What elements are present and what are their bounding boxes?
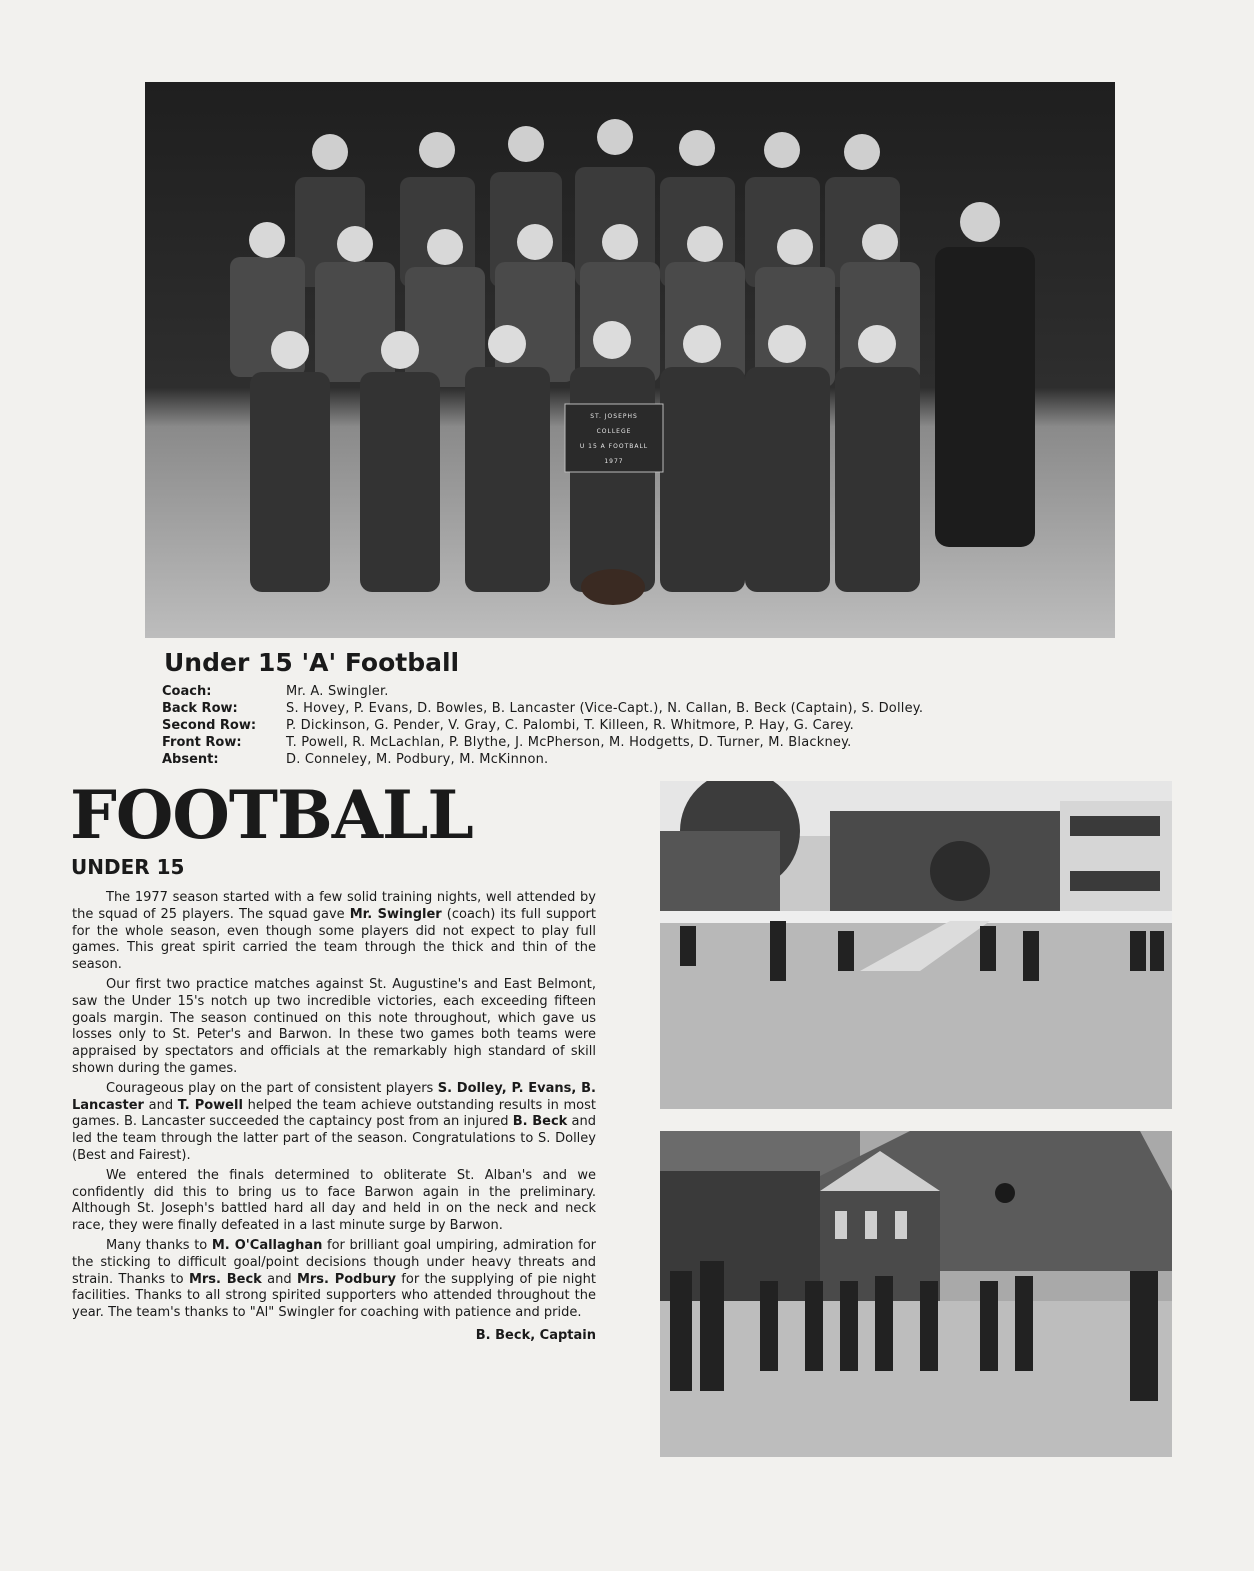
sign-line-1: ST. JOSEPHS — [590, 413, 638, 420]
roster-row-back — [162, 700, 1122, 717]
match-photo-1 — [660, 781, 1172, 1109]
sub-heading: UNDER 15 — [71, 855, 185, 879]
match-photo-1-art — [660, 781, 1172, 1109]
caption-title: Under 15 'A' Football — [164, 648, 460, 677]
sign-line-2: COLLEGE — [596, 428, 632, 435]
roster-row-second — [162, 717, 1122, 734]
bold-name: B. Beck — [512, 1114, 568, 1130]
bold-name: Mrs. Beck — [188, 1271, 262, 1287]
roster-label: Second Row: — [162, 718, 257, 733]
roster-label: Front Row: — [162, 735, 242, 750]
text: for the supplying of pie night facilities. Thanks to all strong spirited supporters who attended throughout the year. The team's thanks to "Al" Swingler for coaching with patience and pride. — [72, 1271, 596, 1321]
roster-names: D. Conneley, M. Podbury, M. McKinnon. — [286, 752, 549, 767]
roster — [162, 683, 1122, 768]
bold-name: Mr. Swingler — [349, 906, 442, 922]
text: The 1977 season started with a few solid training nights, well attended by the squad of 25 players. The squad gave — [72, 890, 596, 922]
roster-names: Mr. A. Swingler. — [286, 684, 389, 699]
paragraph-3 — [72, 1081, 596, 1165]
signature: B. Beck, Captain — [475, 1327, 596, 1343]
roster-names: T. Powell, R. McLachlan, P. Blythe, J. McPherson, M. Hodgetts, D. Turner, M. Blackney. — [286, 735, 852, 750]
roster-names: S. Hovey, P. Evans, D. Bowles, B. Lancaster (Vice-Capt.), N. Callan, B. Beck (Captain), S. Dolley. — [286, 701, 924, 716]
article — [72, 890, 596, 1345]
match-photo-2 — [660, 1131, 1172, 1457]
text: and — [261, 1271, 297, 1287]
paragraph-2: Our first two practice matches against St. Augustine's and East Belmont, saw the Under 15's notch up two incredible victories, each exceeding fifteen goals margin. The season continued on this note throughout, which gave us losses only to St. Peter's and Barwon. In these two games both teams were appraised by spectators and officials at the remarkably high standard of skill shown during the games. — [72, 976, 596, 1076]
paragraph-1 — [72, 890, 596, 974]
roster-label: Absent: — [162, 752, 219, 767]
sign-line-3: U 15 A FOOTBALL — [579, 443, 649, 450]
text: for brilliant goal umpiring, admiration for the sticking to difficult goal/point decisions though under heavy threats and strain. Thanks to — [72, 1237, 596, 1287]
roster-names: P. Dickinson, G. Pender, V. Gray, C. Palombi, T. Killeen, R. Whitmore, P. Hay, G. Carey. — [286, 718, 854, 733]
team-photo — [145, 82, 1115, 638]
team-photo-art — [145, 82, 1115, 638]
bold-name: T. Powell — [177, 1097, 243, 1113]
roster-row-absent — [162, 751, 1122, 768]
roster-label: Coach: — [162, 684, 212, 699]
text: Many thanks to — [106, 1237, 212, 1253]
main-heading: FOOTBALL — [70, 776, 473, 854]
bold-name: M. O'Callaghan — [211, 1237, 323, 1253]
paragraph-4: We entered the finals determined to obliterate St. Alban's and we confidently did this to bring us to face Barwon again in the preliminary. Although St. Joseph's battled hard all day and held in on the neck and neck race, they were finally defeated in a last minute surge by Barwon. — [72, 1167, 596, 1234]
text: (coach) its full support for the whole season, even though some players did not expect to play full games. This great spirit carried the team through the thick and thin of the season. — [72, 906, 596, 973]
roster-row-coach — [162, 683, 1122, 700]
roster-label: Back Row: — [162, 701, 238, 716]
paragraph-5 — [72, 1238, 596, 1322]
sign-line-4: 1977 — [604, 458, 624, 465]
roster-row-front — [162, 734, 1122, 751]
match-photo-2-art — [660, 1131, 1172, 1457]
text: and led the team through the latter part of the season. Congratulations to S. Dolley (Best and Fairest). — [72, 1114, 597, 1163]
text: and — [143, 1097, 178, 1113]
bold-name: Mrs. Podbury — [296, 1271, 396, 1287]
text: Courageous play on the part of consistent players — [106, 1080, 438, 1096]
bold-name: S. Dolley, P. Evans, B. Lancaster — [72, 1080, 596, 1113]
text: helped the team achieve outstanding results in most games. B. Lancaster succeeded the captaincy post from an injured — [72, 1097, 596, 1130]
